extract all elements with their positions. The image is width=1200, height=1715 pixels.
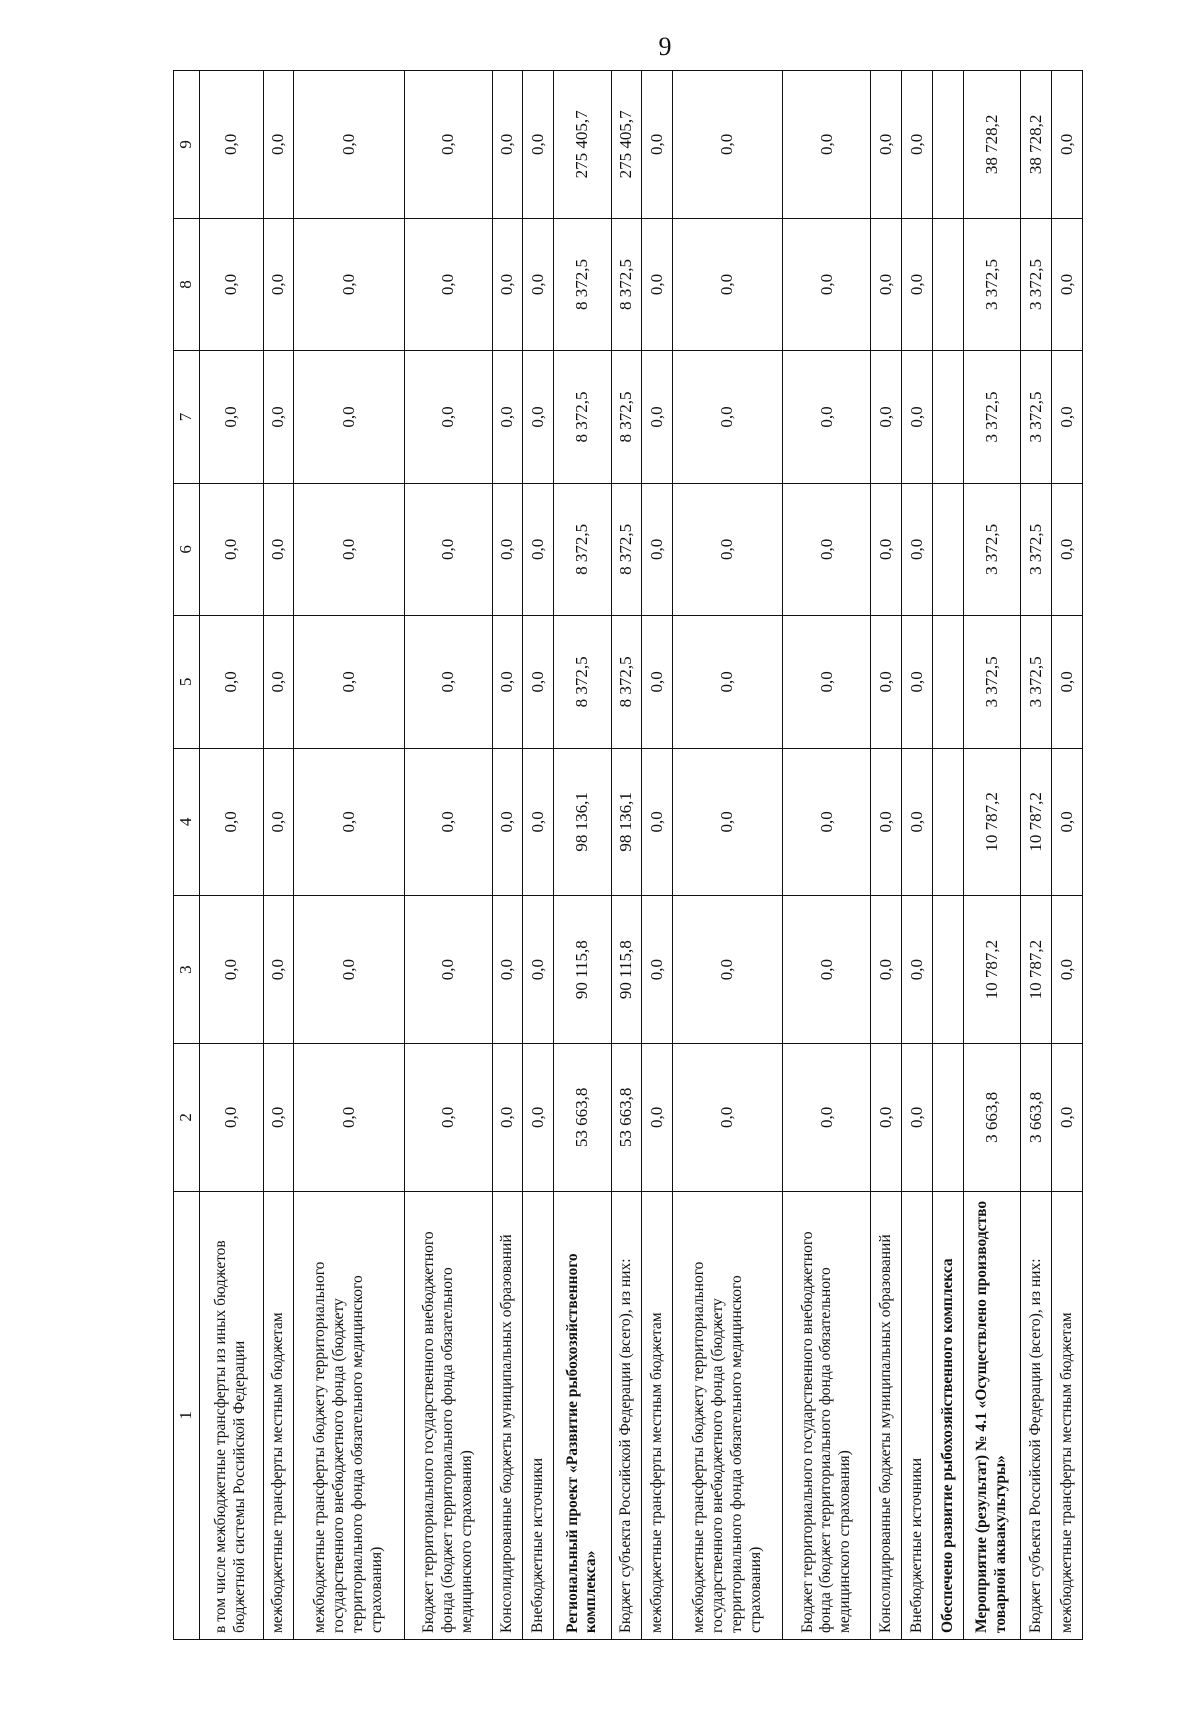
value-cell: 0,0 <box>263 351 294 483</box>
value-cell: 3 372,5 <box>963 616 1020 748</box>
value-cell: 10 787,2 <box>1021 748 1052 896</box>
value-cell: 0,0 <box>523 218 554 350</box>
value-cell: 0,0 <box>642 71 673 219</box>
column-header: 4 <box>174 748 200 896</box>
value-cell: 0,0 <box>642 351 673 483</box>
table-row <box>523 71 554 1640</box>
column-header: 3 <box>174 896 200 1044</box>
value-cell: 0,0 <box>1052 483 1083 615</box>
budget-table <box>173 70 1083 1640</box>
value-cell: 0,0 <box>199 748 263 896</box>
row-label: межбюджетные трансферты бюджету территориального государственного внебюджетного фонда (бюджету территориального фонда обязательного медицинского страхования) <box>673 1191 783 1639</box>
row-label: межбюджетные трансферты бюджету территориального государственного внебюджетного фонда (бюджету территориального фонда обязательного медицинского страхования) <box>294 1191 404 1639</box>
value-cell: 0,0 <box>871 896 902 1044</box>
value-cell: 0,0 <box>1052 616 1083 748</box>
table-row <box>611 71 642 1640</box>
value-cell: 3 372,5 <box>1021 351 1052 483</box>
value-cell: 0,0 <box>871 351 902 483</box>
value-cell: 8 372,5 <box>611 351 642 483</box>
value-cell: 0,0 <box>199 483 263 615</box>
column-header: 5 <box>174 616 200 748</box>
value-cell: 0,0 <box>404 71 492 219</box>
row-label: Бюджет территориального государственного внебюджетного фонда (бюджет территориального фонда обязательного медицинского страхования) <box>404 1191 492 1639</box>
value-cell: 38 728,2 <box>1021 71 1052 219</box>
value-cell <box>933 218 964 350</box>
value-cell: 0,0 <box>1052 71 1083 219</box>
value-cell: 10 787,2 <box>963 748 1020 896</box>
row-label: Внебюджетные источники <box>523 1191 554 1639</box>
value-cell: 0,0 <box>1052 351 1083 483</box>
value-cell: 275 405,7 <box>554 71 611 219</box>
value-cell: 0,0 <box>673 218 783 350</box>
value-cell: 0,0 <box>294 483 404 615</box>
value-cell: 98 136,1 <box>611 748 642 896</box>
value-cell: 0,0 <box>783 896 871 1044</box>
value-cell: 0,0 <box>199 1044 263 1192</box>
value-cell: 8 372,5 <box>554 483 611 615</box>
value-cell: 0,0 <box>642 1044 673 1192</box>
value-cell <box>933 896 964 1044</box>
value-cell: 0,0 <box>294 748 404 896</box>
value-cell: 0,0 <box>404 616 492 748</box>
value-cell: 0,0 <box>199 896 263 1044</box>
value-cell: 0,0 <box>492 218 523 350</box>
value-cell: 0,0 <box>404 896 492 1044</box>
value-cell: 0,0 <box>294 351 404 483</box>
row-label: Бюджет территориального государственного внебюджетного фонда (бюджет территориального фонда обязательного медицинского страхования) <box>783 1191 871 1639</box>
value-cell: 0,0 <box>783 616 871 748</box>
value-cell: 0,0 <box>783 748 871 896</box>
value-cell: 0,0 <box>523 1044 554 1192</box>
value-cell: 10 787,2 <box>1021 896 1052 1044</box>
value-cell: 0,0 <box>263 896 294 1044</box>
row-label: межбюджетные трансферты местным бюджетам <box>263 1191 294 1639</box>
value-cell: 0,0 <box>871 218 902 350</box>
value-cell: 0,0 <box>523 616 554 748</box>
row-label: Консолидированные бюджеты муниципальных образований <box>871 1191 902 1639</box>
value-cell: 0,0 <box>1052 748 1083 896</box>
rotated-table-wrapper <box>173 70 1083 1640</box>
value-cell: 3 372,5 <box>963 483 1020 615</box>
row-label: в том числе межбюджетные трансферты из иных бюджетов бюджетной системы Российской Федерации <box>199 1191 263 1639</box>
value-cell: 0,0 <box>523 483 554 615</box>
value-cell: 275 405,7 <box>611 71 642 219</box>
value-cell: 0,0 <box>902 218 933 350</box>
value-cell <box>933 71 964 219</box>
row-label: Бюджет субъекта Российской Федерации (всего), из них: <box>1021 1191 1052 1639</box>
column-header: 6 <box>174 483 200 615</box>
table-row <box>783 71 871 1640</box>
value-cell: 0,0 <box>523 896 554 1044</box>
value-cell: 0,0 <box>523 71 554 219</box>
value-cell: 0,0 <box>1052 1044 1083 1192</box>
value-cell: 0,0 <box>673 748 783 896</box>
row-label: межбюджетные трансферты местным бюджетам <box>1052 1191 1083 1639</box>
column-header: 7 <box>174 351 200 483</box>
value-cell: 0,0 <box>871 71 902 219</box>
row-label: Внебюджетные источники <box>902 1191 933 1639</box>
value-cell: 0,0 <box>523 748 554 896</box>
value-cell: 0,0 <box>523 351 554 483</box>
value-cell: 0,0 <box>404 1044 492 1192</box>
value-cell: 0,0 <box>294 896 404 1044</box>
value-cell: 53 663,8 <box>554 1044 611 1192</box>
value-cell: 3 663,8 <box>963 1044 1020 1192</box>
value-cell: 0,0 <box>404 748 492 896</box>
value-cell: 3 372,5 <box>963 351 1020 483</box>
value-cell: 0,0 <box>294 1044 404 1192</box>
value-cell: 0,0 <box>492 896 523 1044</box>
table-row <box>871 71 902 1640</box>
value-cell: 0,0 <box>404 218 492 350</box>
value-cell: 0,0 <box>783 351 871 483</box>
value-cell: 0,0 <box>404 351 492 483</box>
value-cell: 0,0 <box>1052 218 1083 350</box>
table-row <box>199 71 263 1640</box>
value-cell: 3 372,5 <box>963 218 1020 350</box>
value-cell: 0,0 <box>642 218 673 350</box>
value-cell: 8 372,5 <box>554 218 611 350</box>
value-cell: 0,0 <box>783 483 871 615</box>
value-cell: 0,0 <box>673 71 783 219</box>
table-row <box>404 71 492 1640</box>
value-cell: 3 372,5 <box>1021 483 1052 615</box>
value-cell: 0,0 <box>642 483 673 615</box>
value-cell: 0,0 <box>871 1044 902 1192</box>
value-cell: 0,0 <box>492 351 523 483</box>
table-row <box>673 71 783 1640</box>
column-header: 8 <box>174 218 200 350</box>
value-cell: 0,0 <box>783 1044 871 1192</box>
table-row <box>933 71 964 1640</box>
value-cell: 0,0 <box>492 616 523 748</box>
row-label: Региональный проект «Развитие рыбохозяйственного комплекса» <box>554 1191 611 1639</box>
table-row <box>294 71 404 1640</box>
row-label: Мероприятие (результат) № 4.1 «Осуществлено производство товарной аквакультуры» <box>963 1191 1020 1639</box>
value-cell: 0,0 <box>263 1044 294 1192</box>
value-cell: 0,0 <box>1052 896 1083 1044</box>
table-row <box>1021 71 1052 1640</box>
value-cell: 3 663,8 <box>1021 1044 1052 1192</box>
value-cell: 0,0 <box>199 71 263 219</box>
value-cell: 0,0 <box>294 616 404 748</box>
table-row <box>902 71 933 1640</box>
table-row <box>263 71 294 1640</box>
row-label: межбюджетные трансферты местным бюджетам <box>642 1191 673 1639</box>
value-cell: 10 787,2 <box>963 896 1020 1044</box>
table-row <box>554 71 611 1640</box>
value-cell: 0,0 <box>263 483 294 615</box>
row-label: Обеспечено развитие рыбохозяйственного комплекса <box>933 1191 964 1639</box>
value-cell: 0,0 <box>199 351 263 483</box>
value-cell: 8 372,5 <box>554 351 611 483</box>
value-cell: 0,0 <box>783 218 871 350</box>
table-row <box>492 71 523 1640</box>
value-cell: 0,0 <box>902 483 933 615</box>
header-row <box>174 71 200 1640</box>
value-cell: 90 115,8 <box>554 896 611 1044</box>
row-label: Бюджет субъекта Российской Федерации (всего), из них: <box>611 1191 642 1639</box>
value-cell: 0,0 <box>294 71 404 219</box>
value-cell: 0,0 <box>902 71 933 219</box>
table-row <box>963 71 1020 1640</box>
table-row <box>642 71 673 1640</box>
value-cell: 38 728,2 <box>963 71 1020 219</box>
value-cell: 0,0 <box>642 748 673 896</box>
value-cell: 8 372,5 <box>554 616 611 748</box>
page-number: 9 <box>658 32 672 61</box>
value-cell: 0,0 <box>902 616 933 748</box>
row-label: Консолидированные бюджеты муниципальных образований <box>492 1191 523 1639</box>
value-cell <box>933 748 964 896</box>
value-cell: 0,0 <box>199 616 263 748</box>
value-cell: 0,0 <box>902 351 933 483</box>
value-cell: 0,0 <box>263 218 294 350</box>
value-cell: 8 372,5 <box>611 218 642 350</box>
value-cell: 0,0 <box>294 218 404 350</box>
value-cell: 98 136,1 <box>554 748 611 896</box>
value-cell: 0,0 <box>783 71 871 219</box>
table-body <box>199 71 1082 1640</box>
value-cell: 0,0 <box>263 748 294 896</box>
value-cell: 3 372,5 <box>1021 218 1052 350</box>
value-cell: 0,0 <box>263 71 294 219</box>
value-cell: 0,0 <box>902 748 933 896</box>
value-cell: 0,0 <box>673 1044 783 1192</box>
value-cell: 90 115,8 <box>611 896 642 1044</box>
value-cell: 53 663,8 <box>611 1044 642 1192</box>
value-cell: 0,0 <box>492 483 523 615</box>
value-cell: 0,0 <box>263 616 294 748</box>
value-cell: 8 372,5 <box>611 616 642 748</box>
value-cell: 0,0 <box>673 351 783 483</box>
value-cell: 0,0 <box>673 616 783 748</box>
value-cell: 0,0 <box>642 616 673 748</box>
value-cell: 0,0 <box>492 1044 523 1192</box>
value-cell: 0,0 <box>871 483 902 615</box>
value-cell: 0,0 <box>492 71 523 219</box>
table-row <box>1052 71 1083 1640</box>
value-cell: 0,0 <box>673 896 783 1044</box>
value-cell: 0,0 <box>492 748 523 896</box>
value-cell <box>933 351 964 483</box>
value-cell: 8 372,5 <box>611 483 642 615</box>
value-cell <box>933 483 964 615</box>
value-cell <box>933 616 964 748</box>
value-cell: 0,0 <box>199 218 263 350</box>
column-header: 9 <box>174 71 200 219</box>
column-header: 2 <box>174 1044 200 1192</box>
column-header: 1 <box>174 1191 200 1639</box>
value-cell: 0,0 <box>404 483 492 615</box>
value-cell: 0,0 <box>871 616 902 748</box>
value-cell <box>933 1044 964 1192</box>
value-cell: 3 372,5 <box>1021 616 1052 748</box>
value-cell: 0,0 <box>902 896 933 1044</box>
value-cell: 0,0 <box>642 896 673 1044</box>
value-cell: 0,0 <box>673 483 783 615</box>
value-cell: 0,0 <box>871 748 902 896</box>
value-cell: 0,0 <box>902 1044 933 1192</box>
